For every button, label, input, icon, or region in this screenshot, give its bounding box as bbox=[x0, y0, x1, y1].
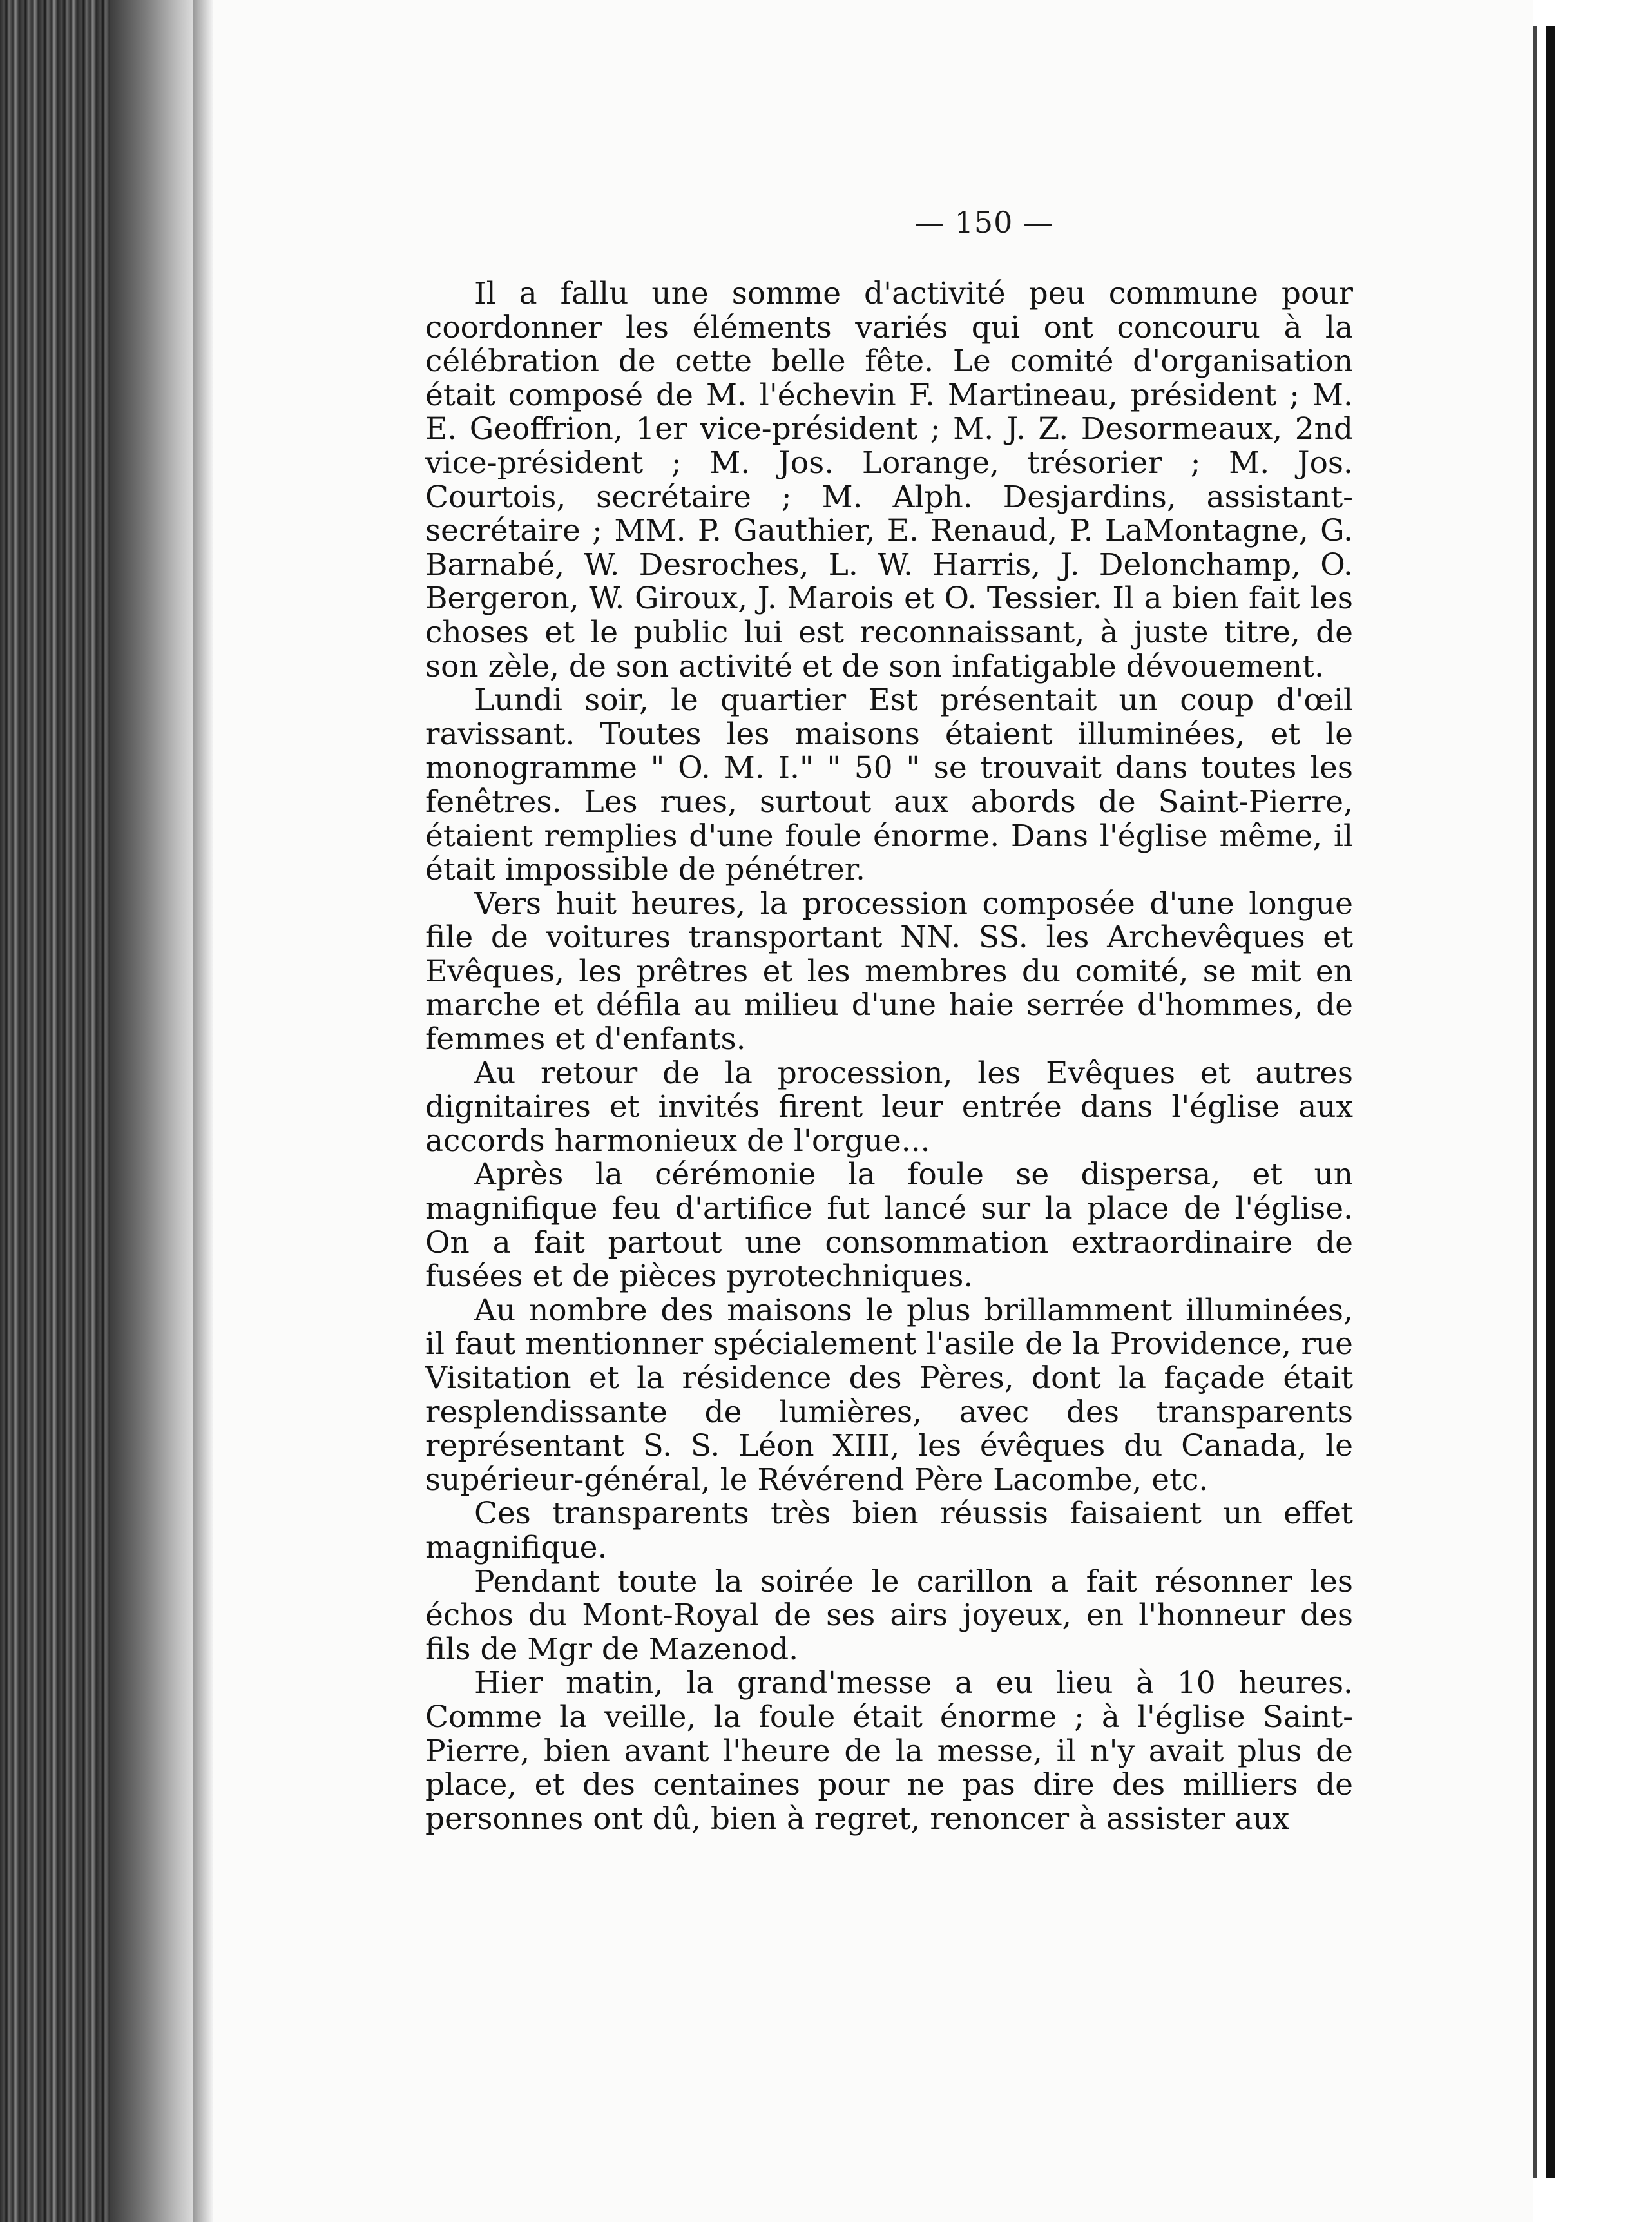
page-number: — 150 — bbox=[914, 205, 1054, 240]
paragraph-6: Au nombre des maisons le plus brillamment illuminées, il faut mentionner spécialement l'asile de la Providence, rue Visitation et la résidence des Pères, dont la façade était resplendissante de lumières, avec des transparents représentant S. S. Léon XIII, les évêques du Canada, le supérieur-général, le Révérend Père Lacombe, etc. bbox=[425, 1292, 1353, 1498]
gutter-shadow bbox=[110, 0, 200, 2222]
page-number-row bbox=[0, 205, 1652, 240]
paragraph-1: Il a fallu une somme d'activité peu commune pour coordonner les éléments variés qui ont concouru à la célébration de cette belle fête. Le comité d'organisation était composé de M. l'échevin F. Martineau, président ; M. E. Geoffrion, 1er vice-président ; M. J. Z. Desormeaux, 2nd vice-président ; M. Jos. Lorange, trésorier ; M. Jos. Courtois, secrétaire ; M. Alph. Desjardins, assistant-secrétaire ; MM. P. Gauthier, E. Renaud, P. LaMontagne, G. Barnabé, W. Desroches, L. W. Harris, J. Delonchamp, O. Bergeron, W. Giroux, J. Marois et O. Tessier. Il a bien fait les choses et le public lui est reconnaissant, à juste titre, de son zèle, de son activité et de son infatigable dévouement. bbox=[425, 276, 1353, 684]
paragraph-7: Ces transparents très bien réussis faisaient un effet magnifique. bbox=[425, 1496, 1353, 1565]
paragraph-4: Au retour de la procession, les Evêques et autres dignitaires et invités firent leur entrée dans l'église aux accords harmonieux de l'orgue... bbox=[425, 1055, 1353, 1159]
paragraph-5: Après la cérémonie la foule se dispersa, et un magnifique feu d'artifice fut lancé sur la place de l'église. On a fait partout une consommation extraordinaire de fusées et de pièces pyrotechniques. bbox=[425, 1157, 1353, 1295]
book-gutter bbox=[0, 0, 213, 2222]
paragraph-3: Vers huit heures, la procession composée d'une longue file de voitures transportant NN. SS. les Archevêques et Evêques, les prêtres et les membres du comité, se mit en marche et défila au milieu d'une haie serrée d'hommes, de femmes et d'enfants. bbox=[425, 885, 1353, 1058]
body-text bbox=[425, 277, 1353, 1836]
paragraph-8: Pendant toute la soirée le carillon a fait résonner les échos du Mont-Royal de ses airs joyeux, en l'honneur des fils de Mgr de Mazenod. bbox=[425, 1563, 1353, 1667]
right-page-edge-thin bbox=[1533, 26, 1537, 2178]
paragraph-9: Hier matin, la grand'messe a eu lieu à 10 heures. Comme la veille, la foule était énorme ; à l'église Saint-Pierre, bien avant l'heure de la messe, il n'y avait plus de place, et des centaines pour ne pas dire des milliers de personnes ont dû, bien à regret, renoncer à assister aux bbox=[425, 1665, 1353, 1837]
right-page-edge bbox=[1546, 26, 1555, 2178]
gutter-edge bbox=[193, 0, 213, 2222]
paragraph-2: Lundi soir, le quartier Est présentait un coup d'œil ravissant. Toutes les maisons étaient illuminées, et le monogramme " O. M. I." " 50 " se trouvait dans toutes les fenêtres. Les rues, surtout aux abords de Saint-Pierre, étaient remplies d'une foule énorme. Dans l'église même, il était impossible de pénétrer. bbox=[425, 682, 1353, 888]
